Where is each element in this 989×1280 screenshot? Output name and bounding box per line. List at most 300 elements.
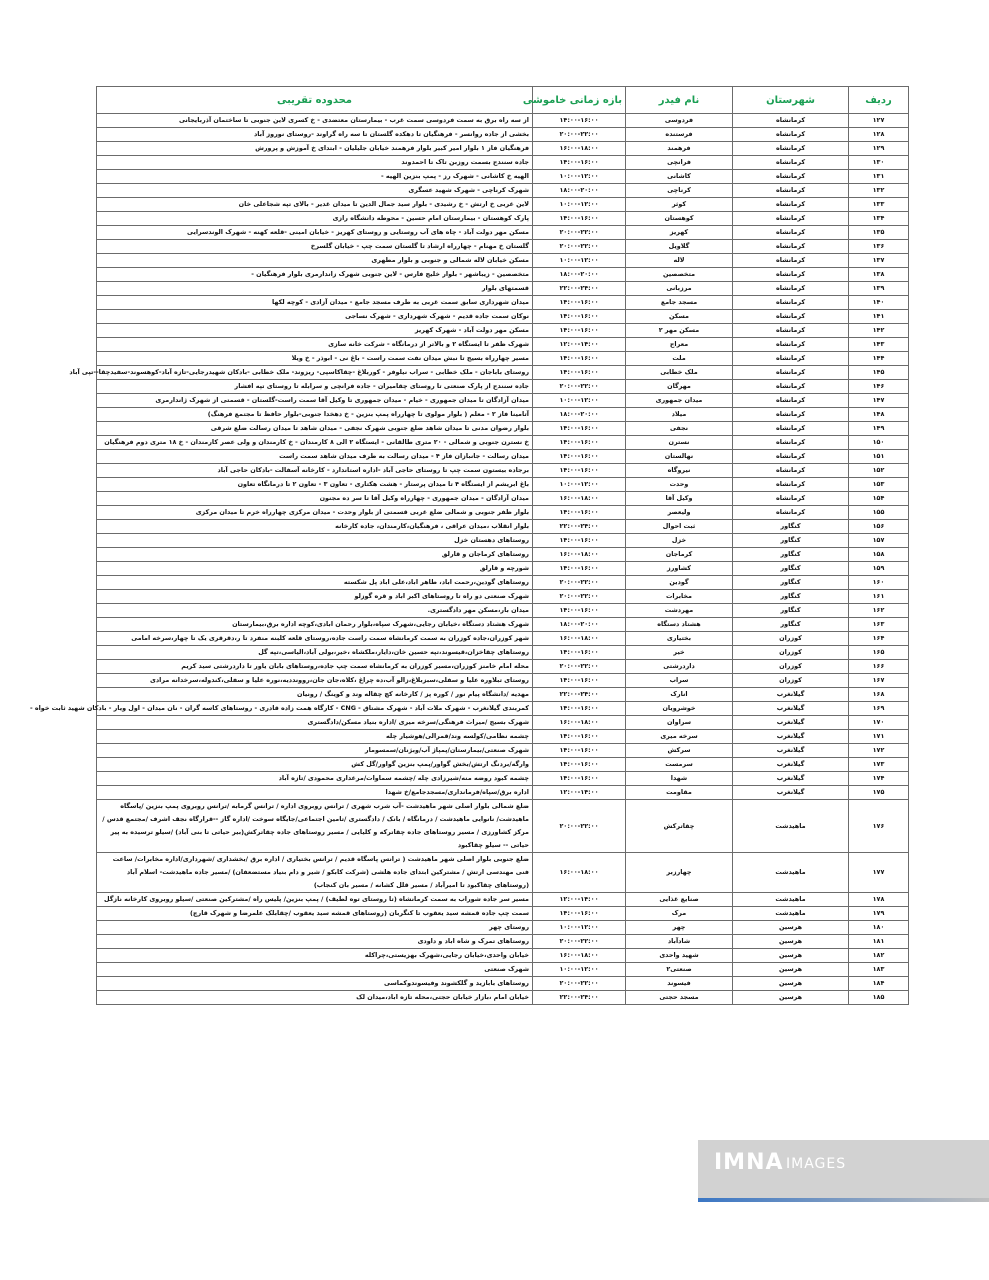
cell-row-number: ۱۵۰ (849, 436, 909, 450)
table-body (29, 114, 909, 1005)
cell-feeder: کهریز (626, 226, 733, 240)
cell-city: کرمانشاه (733, 380, 849, 394)
cell-row-number: ۱۸۰ (849, 921, 909, 935)
cell-row-number: ۱۴۱ (849, 310, 909, 324)
cell-city: کوزران (733, 660, 849, 674)
table-row (97, 422, 909, 436)
cell-area: مسکن مهر دولت آباد - چاه های آب روستایی و روستای کهریز - خیابان امینی -قلعه کهنه - شهرک الوندسرایی (97, 226, 533, 240)
table-row (97, 408, 909, 422)
cell-area: ضلع جنوبی بلوار اصلی شهر ماهیدشت ( ترانس پاسگاه قدیم / ترانس بختیاری / اداره برق /بخشداری /شهرداری/اداره مخابرات/ ساعت فنی مهندسی ارتش / مشترکین ابتدای جاده هلشی (شرکت کابکو / شیر و دام بنیاد مستضعفان) /مسیر جاده ماهیدشت- اسلام آباد (روستاهای چقاکبود تا امیرآباد / مسیر قلل کشانه / مسیر بان کنجاب) (97, 853, 533, 893)
cell-feeder: ملت (626, 352, 733, 366)
cell-city: کنگاور (733, 520, 849, 534)
table-row (97, 949, 909, 963)
cell-city: کرمانشاه (733, 226, 849, 240)
cell-time: ۱۴:۰۰-۱۶:۰۰ (533, 674, 626, 688)
cell-time: ۱۸:۰۰-۲۰:۰۰ (533, 618, 626, 632)
cell-city: کرمانشاه (733, 114, 849, 128)
cell-area: مسیر چهارراه بسیج تا نبش میدان نفت سمت راست - باغ نی - ابوذر - خ ویلا (97, 352, 533, 366)
table-row (97, 296, 909, 310)
cell-row-number: ۱۶۰ (849, 576, 909, 590)
cell-city: کنگاور (733, 562, 849, 576)
cell-area: میدان رسالت - جانبازان فاز ۴ - میدان رسالت به طرف میدان شاهد سمت راست (97, 450, 533, 464)
cell-area: خیابان واحدی،خیابان رجایی،شهرک بهزیستی،چراکله (97, 949, 533, 963)
cell-row-number: ۱۷۴ (849, 772, 909, 786)
cell-city: کرمانشاه (733, 198, 849, 212)
cell-area: وارگه/بردنگ ارتش/بخش گواور/پمپ بنزین گواور/گل کش (97, 758, 533, 772)
cell-time: ۱۰:۰۰-۱۲:۰۰ (533, 170, 626, 184)
cell-city: کوزران (733, 632, 849, 646)
cell-city: کرمانشاه (733, 212, 849, 226)
table-row (97, 800, 909, 853)
cell-row-number: ۱۴۷ (849, 394, 909, 408)
cell-row-number: ۱۴۴ (849, 352, 909, 366)
table-row (97, 921, 909, 935)
cell-area: میدان شهرداری سابق سمت غربی به طرف مسجد جامع - میدان آزادی - کوچه لکها (97, 296, 533, 310)
cell-city: کرمانشاه (733, 366, 849, 380)
cell-time: ۱۶:۰۰-۱۸:۰۰ (533, 949, 626, 963)
cell-feeder: مخابرات (626, 590, 733, 604)
cell-feeder: سرخه میری (626, 730, 733, 744)
cell-time: ۱۰:۰۰-۱۲:۰۰ (533, 254, 626, 268)
cell-feeder: فرانچی (626, 156, 733, 170)
cell-area: خیابان امام ،بازار خیابان حجتی،محله تازه اباد،میدان لک (97, 991, 533, 1005)
cell-feeder: ملک خطابی (626, 366, 733, 380)
cell-time: ۱۴:۰۰-۱۶:۰۰ (533, 730, 626, 744)
cell-city: هرسین (733, 977, 849, 991)
cell-feeder: نیروگاه (626, 464, 733, 478)
cell-row-number: ۱۳۲ (849, 184, 909, 198)
cell-area: فرهنگیان فاز ۱ بلوار امیر کبیر بلوار فرهمند خیابان جلیلیان - ابتدای خ آموزش و پرورش (97, 142, 533, 156)
table-row (97, 772, 909, 786)
cell-time: ۱۴:۰۰-۱۶:۰۰ (533, 744, 626, 758)
cell-time: ۱۲:۰۰-۱۴:۰۰ (533, 786, 626, 800)
cell-area: روستای چهر (97, 921, 533, 935)
cell-city: کنگاور (733, 604, 849, 618)
cell-feeder: میلاد (626, 408, 733, 422)
cell-time: ۱۴:۰۰-۱۶:۰۰ (533, 604, 626, 618)
cell-time: ۱۲:۰۰-۱۴:۰۰ (533, 893, 626, 907)
cell-feeder: ثبت احوال (626, 520, 733, 534)
cell-area: شهرک ظفر تا ایستگاه ۲ و بالاتر از درمانگاه - شرکت خانه سازی (97, 338, 533, 352)
cell-city: کرمانشاه (733, 324, 849, 338)
cell-time: ۱۶:۰۰-۱۸:۰۰ (533, 492, 626, 506)
table-row (97, 464, 909, 478)
cell-row-number: ۱۵۸ (849, 548, 909, 562)
cell-row-number: ۱۵۷ (849, 534, 909, 548)
cell-feeder: مرزبانی (626, 282, 733, 296)
cell-city: ماهیدشت (733, 853, 849, 893)
cell-feeder: کرناچی (626, 184, 733, 198)
cell-row-number: ۱۷۶ (849, 800, 909, 853)
cell-time: ۱۸:۰۰-۲۰:۰۰ (533, 408, 626, 422)
cell-city: هرسین (733, 963, 849, 977)
cell-row-number: ۱۵۹ (849, 562, 909, 576)
cell-city: کنگاور (733, 618, 849, 632)
cell-time: ۲۲:۰۰-۲۴:۰۰ (533, 991, 626, 1005)
cell-area: شهرک صنعتی دو راه تا روستاهای اکبر اباد و قره گوزلو (97, 590, 533, 604)
cell-area: باغ ابریشم از ایستگاه ۴ تا میدان پرستار - هشت هکتاری - تعاون ۳ - تعاون ۲ تا درمانگاه تعاون (97, 478, 533, 492)
cell-feeder: مقاومت (626, 786, 733, 800)
header-city: شهرستان (733, 87, 849, 114)
cell-time: ۱۴:۰۰-۱۶:۰۰ (533, 702, 626, 716)
cell-city: کرمانشاه (733, 422, 849, 436)
cell-feeder: فرهمند (626, 142, 733, 156)
cell-area: شهرک بسیج /میراث فرهنگی/سرخه میری /اداره بنیاد مسکن/دادگستری (97, 716, 533, 730)
cell-row-number: ۱۴۵ (849, 366, 909, 380)
cell-feeder: فردوسی (626, 114, 733, 128)
cell-row-number: ۱۷۳ (849, 758, 909, 772)
cell-time: ۱۰:۰۰-۱۲:۰۰ (533, 198, 626, 212)
cell-time: ۲۰:۰۰-۲۲:۰۰ (533, 800, 626, 853)
cell-city: کرمانشاه (733, 282, 849, 296)
cell-time: ۱۴:۰۰-۱۶:۰۰ (533, 534, 626, 548)
table-row (97, 618, 909, 632)
cell-area: نوکان سمت جاده قدیم - شهرک شهرداری - شهرک نساجی (97, 310, 533, 324)
table-row (97, 590, 909, 604)
cell-row-number: ۱۷۸ (849, 893, 909, 907)
cell-area: میدان آزادگان - میدان جمهوری - چهارراه وکیل آقا تا سر ده مجنون (97, 492, 533, 506)
table-row (97, 730, 909, 744)
cell-row-number: ۱۴۳ (849, 338, 909, 352)
cell-city: کرمانشاه (733, 296, 849, 310)
cell-time: ۲۰:۰۰-۲۲:۰۰ (533, 128, 626, 142)
cell-area: مسکن خیابان لاله شمالی و جنوبی و بلوار مطهری (97, 254, 533, 268)
cell-time: ۱۲:۰۰-۱۴:۰۰ (533, 338, 626, 352)
table-row (97, 632, 909, 646)
cell-row-number: ۱۷۷ (849, 853, 909, 893)
cell-city: گیلانغرب (733, 758, 849, 772)
cell-time: ۱۴:۰۰-۱۶:۰۰ (533, 772, 626, 786)
cell-city: گیلانغرب (733, 730, 849, 744)
cell-time: ۱۴:۰۰-۱۶:۰۰ (533, 464, 626, 478)
cell-area: روستای باباجان - ملک خطابی - سراب نیلوفر - کوربلاغ -چقاکاسپی- ریزوند- ملک خطابی -بادکان شهیدرجایی-تازه آباد-کوهسوند-سفیدچقا--تپی آباد (97, 366, 533, 380)
cell-city: کرمانشاه (733, 156, 849, 170)
cell-time: ۱۶:۰۰-۱۸:۰۰ (533, 632, 626, 646)
table-row (97, 170, 909, 184)
cell-city: هرسین (733, 921, 849, 935)
table-row (97, 991, 909, 1005)
table-row (97, 548, 909, 562)
cell-row-number: ۱۳۰ (849, 156, 909, 170)
cell-city: کرمانشاه (733, 310, 849, 324)
cell-time: ۱۰:۰۰-۱۲:۰۰ (533, 394, 626, 408)
table-row (97, 142, 909, 156)
table-row (97, 268, 909, 282)
table-row (97, 198, 909, 212)
table-row (97, 436, 909, 450)
table-row (97, 156, 909, 170)
cell-row-number: ۱۶۳ (849, 618, 909, 632)
table-row (97, 128, 909, 142)
cell-row-number: ۱۵۴ (849, 492, 909, 506)
cell-feeder: صنعتی۲ (626, 963, 733, 977)
cell-city: کرمانشاه (733, 184, 849, 198)
cell-city: کوزران (733, 646, 849, 660)
cell-city: کرمانشاه (733, 240, 849, 254)
cell-area: مسکن مهر دولت آباد - شهرک کهریز (97, 324, 533, 338)
cell-feeder: سراوان (626, 716, 733, 730)
cell-area: گلستان خ مهنام - چهارراه ارشاد تا گلستان سمت چپ - خیابان گلسرخ (97, 240, 533, 254)
cell-city: گیلانغرب (733, 688, 849, 702)
cell-row-number: ۱۸۱ (849, 935, 909, 949)
cell-time: ۲۰:۰۰-۲۲:۰۰ (533, 590, 626, 604)
cell-feeder: معراج (626, 338, 733, 352)
cell-row-number: ۱۵۶ (849, 520, 909, 534)
cell-city: کرمانشاه (733, 352, 849, 366)
cell-city: ماهیدشت (733, 907, 849, 921)
cell-time: ۲۰:۰۰-۲۲:۰۰ (533, 935, 626, 949)
cell-feeder: گلاویل (626, 240, 733, 254)
cell-row-number: ۱۷۰ (849, 716, 909, 730)
cell-feeder: سراب (626, 674, 733, 688)
cell-time: ۱۸:۰۰-۲۰:۰۰ (533, 184, 626, 198)
cell-feeder: گودین (626, 576, 733, 590)
cell-time: ۱۶:۰۰-۱۸:۰۰ (533, 548, 626, 562)
cell-row-number: ۱۲۹ (849, 142, 909, 156)
cell-time: ۱۴:۰۰-۱۶:۰۰ (533, 352, 626, 366)
cell-area: محله امام خامنز کوزران،مسیر کوزران به کرمانشاه سمت چپ جاده،روستاهای بابان یاور تا داردرشتی سید کریم (97, 660, 533, 674)
table-row (97, 786, 909, 800)
cell-row-number: ۱۶۸ (849, 688, 909, 702)
table-row (97, 352, 909, 366)
cell-row-number: ۱۳۷ (849, 254, 909, 268)
cell-time: ۱۴:۰۰-۱۶:۰۰ (533, 212, 626, 226)
cell-area: مهدیه /دانشگاه پیام نور / کوره پز / کارخانه کچ چقاله وند و کوینگ / رونیان (97, 688, 533, 702)
cell-area: روستاهای چقاخزان،قیسوند،تپه حسین خان،دایار،ملکشاه ،خیر،بولی آباد،الیاسی،تپه گل (97, 646, 533, 660)
table-row (97, 114, 909, 128)
cell-feeder: نجفی (626, 422, 733, 436)
cell-time: ۱۰:۰۰-۱۲:۰۰ (533, 478, 626, 492)
cell-area: پارک کوهستان - بیمارستان امام حسین - محوطه دانشگاه رازی (97, 212, 533, 226)
table-row (97, 853, 909, 893)
cell-area: بلوار رضوان مدنی تا میدان شاهد ضلع جنوبی شهرک نجفی - میدان شاهد تا میدان رسالت ضلع شرقی (97, 422, 533, 436)
cell-city: گیلانغرب (733, 772, 849, 786)
cell-row-number: ۱۴۹ (849, 422, 909, 436)
cell-city: هرسین (733, 935, 849, 949)
cell-time: ۱۶:۰۰-۱۸:۰۰ (533, 142, 626, 156)
cell-time: ۱۴:۰۰-۱۶:۰۰ (533, 436, 626, 450)
table-row (97, 366, 909, 380)
cell-time: ۲۰:۰۰-۲۲:۰۰ (533, 977, 626, 991)
cell-area: روستاهای دهستان خزل (97, 534, 533, 548)
cell-time: ۲۰:۰۰-۲۲:۰۰ (533, 576, 626, 590)
cell-time: ۲۰:۰۰-۲۲:۰۰ (533, 660, 626, 674)
cell-area: میدان آزادگان تا میدان جمهوری - خیام - میدان جمهوری تا وکیل آقا سمت راست-گلستان - قسمتی از شهرک ژاندارمری (97, 394, 533, 408)
cell-city: کنگاور (733, 590, 849, 604)
cell-feeder: متخصصین (626, 268, 733, 282)
cell-feeder: داردرشتی (626, 660, 733, 674)
table-row (97, 226, 909, 240)
cell-area: جاده سنندج از پارک صنعتی تا روستای چقامیران - جاده فرانچی و سرابله تا روستای تپه افشار (97, 380, 533, 394)
cell-time: ۱۰:۰۰-۱۲:۰۰ (533, 963, 626, 977)
cell-area: شهر کوزران،جاده کوزران به سمت کرمانشاه سمت راست جاده،روستای قلعه کلبنه منفرد تا ر،دقرقری یک تا چهار،سرخه امامی (97, 632, 533, 646)
cell-city: کرمانشاه (733, 506, 849, 520)
table-row (97, 674, 909, 688)
cell-row-number: ۱۴۰ (849, 296, 909, 310)
cell-feeder: وکیل آقا (626, 492, 733, 506)
cell-feeder: مسجد حجتی (626, 991, 733, 1005)
cell-city: کرمانشاه (733, 450, 849, 464)
cell-feeder: خوشرویان (626, 702, 733, 716)
table-row (97, 492, 909, 506)
table-row (97, 380, 909, 394)
cell-city: گیلانغرب (733, 716, 849, 730)
cell-city: کرمانشاه (733, 492, 849, 506)
cell-city: کرمانشاه (733, 268, 849, 282)
header-row-number: ردیف (849, 87, 909, 114)
cell-feeder: مرک (626, 907, 733, 921)
cell-area: سمت چپ جاده قمشه سید یعقوب تا کنگربان (روستاهای قمشه سید یعقوب /چقابلک علمرضا و شهرک قارچ) (97, 907, 533, 921)
cell-city: گیلانغرب (733, 702, 849, 716)
cell-area: بخشی از جاده روانسر - فرهنگیان تا دهکده گلستان تا سه راه گراوند -روستای نوروز آباد (97, 128, 533, 142)
cell-city: ماهیدشت (733, 893, 849, 907)
cell-feeder: سرکش (626, 744, 733, 758)
header-area: محدوده تقریبی (97, 87, 533, 114)
table-row (97, 212, 909, 226)
cell-row-number: ۱۲۸ (849, 128, 909, 142)
cell-time: ۱۴:۰۰-۱۶:۰۰ (533, 156, 626, 170)
table-row (97, 240, 909, 254)
cell-feeder: هشتاد دستگاه (626, 618, 733, 632)
cell-area: لاین غربی خ ارتش - خ رشیدی - بلوار سید جمال الدین تا میدان غدیر - بالای تپه شجاعلی خان (97, 198, 533, 212)
table-row (97, 604, 909, 618)
cell-feeder: فیسوند (626, 977, 733, 991)
imna-watermark (698, 1140, 989, 1202)
watermark-images-label: IMAGES (786, 1156, 847, 1172)
cell-time: ۱۴:۰۰-۱۶:۰۰ (533, 562, 626, 576)
cell-feeder: شهید واحدی (626, 949, 733, 963)
cell-feeder: مسجد جامع (626, 296, 733, 310)
cell-time: ۱۴:۰۰-۱۶:۰۰ (533, 422, 626, 436)
cell-time: ۲۰:۰۰-۲۲:۰۰ (533, 240, 626, 254)
cell-feeder: چقاترکش (626, 800, 733, 853)
table-row (97, 184, 909, 198)
table-row (97, 394, 909, 408)
table-row (97, 324, 909, 338)
cell-feeder: مسکن (626, 310, 733, 324)
cell-row-number: ۱۲۷ (849, 114, 909, 128)
cell-feeder: وحدت (626, 478, 733, 492)
cell-feeder: فرستنده (626, 128, 733, 142)
cell-feeder: کرماجان (626, 548, 733, 562)
cell-city: کرمانشاه (733, 464, 849, 478)
table-row (97, 977, 909, 991)
cell-time: ۲۲:۰۰-۲۴:۰۰ (533, 520, 626, 534)
cell-row-number: ۱۴۸ (849, 408, 909, 422)
cell-area: ضلع شمالی بلوار اصلی شهر ماهیدشت -آب شرب شهری / ترانس روبروی اداره / ترانس گرمابه /ترانس روبروی پمپ بنزین /پاسگاه ماهیدشت/ نانوایی ماهیدشت / درمانگاه / بانک / دادگستری /تامین اجتماعی/جایگاه سوخت /اداره گاز --قرارگاه نجف اشرف /مجتمع قدس /مرکز کشاورزی / مسیر روستاهای جاده چقاترکه و کلیایی / مسیر روستاهای جاده چقاترکش(بیر حیاتی تا بنی آباد) /سیلو ترسیده به پیر حیاتی -- سیلو چقاکبود (97, 800, 533, 853)
cell-feeder: میدان جمهوری (626, 394, 733, 408)
cell-area: روستای تبلاوره علیا و سفلی،سبزبلاغ،زالو آب،ده چراغ ،کلاه،جان جان،روونددیه،نوره علیا و سفلی،کندوله،سرخدانه مرادی (97, 674, 533, 688)
cell-city: کنگاور (733, 534, 849, 548)
cell-area: چشمه کبود روضه منه/شیرزادی چله /چشمه سماوات/مرغداری محمودی /تازه آباد (97, 772, 533, 786)
cell-row-number: ۱۷۱ (849, 730, 909, 744)
table-row (97, 450, 909, 464)
cell-area: جاده سنندج بسمت روزبن تاک تا احمدوند (97, 156, 533, 170)
cell-feeder: سرمست (626, 758, 733, 772)
cell-time: ۲۲:۰۰-۲۴:۰۰ (533, 282, 626, 296)
table-row (97, 506, 909, 520)
imna-logo: IMNA (714, 1150, 784, 1175)
cell-row-number: ۱۳۳ (849, 198, 909, 212)
cell-city: کنگاور (733, 576, 849, 590)
cell-row-number: ۱۶۷ (849, 674, 909, 688)
cell-city: گیلانغرب (733, 744, 849, 758)
cell-area: روستاهای کرماجان و قارلق (97, 548, 533, 562)
cell-row-number: ۱۷۵ (849, 786, 909, 800)
cell-row-number: ۱۴۶ (849, 380, 909, 394)
table-row (97, 338, 909, 352)
cell-row-number: ۱۶۴ (849, 632, 909, 646)
cell-area: چشمه نظامی/کولسه وند/قمرالی/هوشیار چله (97, 730, 533, 744)
cell-area: بلوار انقلاب ،میدان عراقی ، فرهنگیان،کارمندان، جاده کارخانه (97, 520, 533, 534)
cell-feeder: کوثر (626, 198, 733, 212)
table-row (97, 310, 909, 324)
table-row (97, 562, 909, 576)
cell-area: شورچه و قارلق (97, 562, 533, 576)
cell-city: کرمانشاه (733, 142, 849, 156)
cell-city: کرمانشاه (733, 170, 849, 184)
cell-feeder: نسترن (626, 436, 733, 450)
table-row (97, 716, 909, 730)
header-time: بازه زمانی خاموشی (533, 87, 626, 114)
cell-time: ۱۴:۰۰-۱۶:۰۰ (533, 324, 626, 338)
cell-feeder: چهر (626, 921, 733, 935)
cell-time: ۱۴:۰۰-۱۶:۰۰ (533, 450, 626, 464)
cell-city: هرسین (733, 991, 849, 1005)
cell-area: از سه راه برق به سمت فردوسی سمت غرب - بیمارستان معتضدی - خ کسری لاین جنوبی تا ساختمان آذربایجانی (97, 114, 533, 128)
cell-time: ۲۲:۰۰-۲۴:۰۰ (533, 688, 626, 702)
cell-time: ۲۰:۰۰-۲۲:۰۰ (533, 226, 626, 240)
cell-area: شهرک هشتاد دستگاه ،خیابان رجایی،شهرک سپاه،بلوار رحمان ابادی،کوچه اداره برق،بیمارستان (97, 618, 533, 632)
cell-time: ۱۸:۰۰-۲۰:۰۰ (533, 268, 626, 282)
cell-city: کرمانشاه (733, 478, 849, 492)
cell-row-number: ۱۵۱ (849, 450, 909, 464)
watermark-accent-bar (698, 1198, 989, 1202)
cell-city: کوزران (733, 674, 849, 688)
cell-city: کرمانشاه (733, 254, 849, 268)
cell-city: کرمانشاه (733, 128, 849, 142)
table-row (97, 893, 909, 907)
cell-time: ۱۰:۰۰-۱۲:۰۰ (533, 921, 626, 935)
table-row (97, 907, 909, 921)
cell-feeder: شهدا (626, 772, 733, 786)
cell-area: میدان بار،مسکن مهر دادگستری. (97, 604, 533, 618)
cell-row-number: ۱۶۲ (849, 604, 909, 618)
cell-feeder: کوهستان (626, 212, 733, 226)
table-row (97, 702, 909, 716)
cell-area: روستاهای بابازید و گلکشوند وفیسوندوکماسی (97, 977, 533, 991)
cell-city: کنگاور (733, 548, 849, 562)
cell-row-number: ۱۳۵ (849, 226, 909, 240)
cell-area: شهرک صنعتی (97, 963, 533, 977)
table-row (97, 963, 909, 977)
cell-row-number: ۱۶۹ (849, 702, 909, 716)
table-row (97, 534, 909, 548)
cell-row-number: ۱۸۵ (849, 991, 909, 1005)
cell-area: الهیه خ کاشانی - شهرک رز - پمپ بنزین الهیه - (97, 170, 533, 184)
cell-area: متخصصین - زیباشهر - بلوار خلیج فارس - لاین جنوبی شهرک زاندارمری بلوار فرهنگیان - (97, 268, 533, 282)
cell-row-number: ۱۵۳ (849, 478, 909, 492)
table-row (97, 688, 909, 702)
cell-row-number: ۱۸۳ (849, 963, 909, 977)
cell-time: ۱۴:۰۰-۱۶:۰۰ (533, 310, 626, 324)
outage-schedule-table (29, 86, 909, 1005)
table-row (97, 254, 909, 268)
cell-feeder: کاشانی (626, 170, 733, 184)
cell-row-number: ۱۳۸ (849, 268, 909, 282)
cell-time: ۱۴:۰۰-۱۶:۰۰ (533, 758, 626, 772)
cell-row-number: ۱۸۴ (849, 977, 909, 991)
